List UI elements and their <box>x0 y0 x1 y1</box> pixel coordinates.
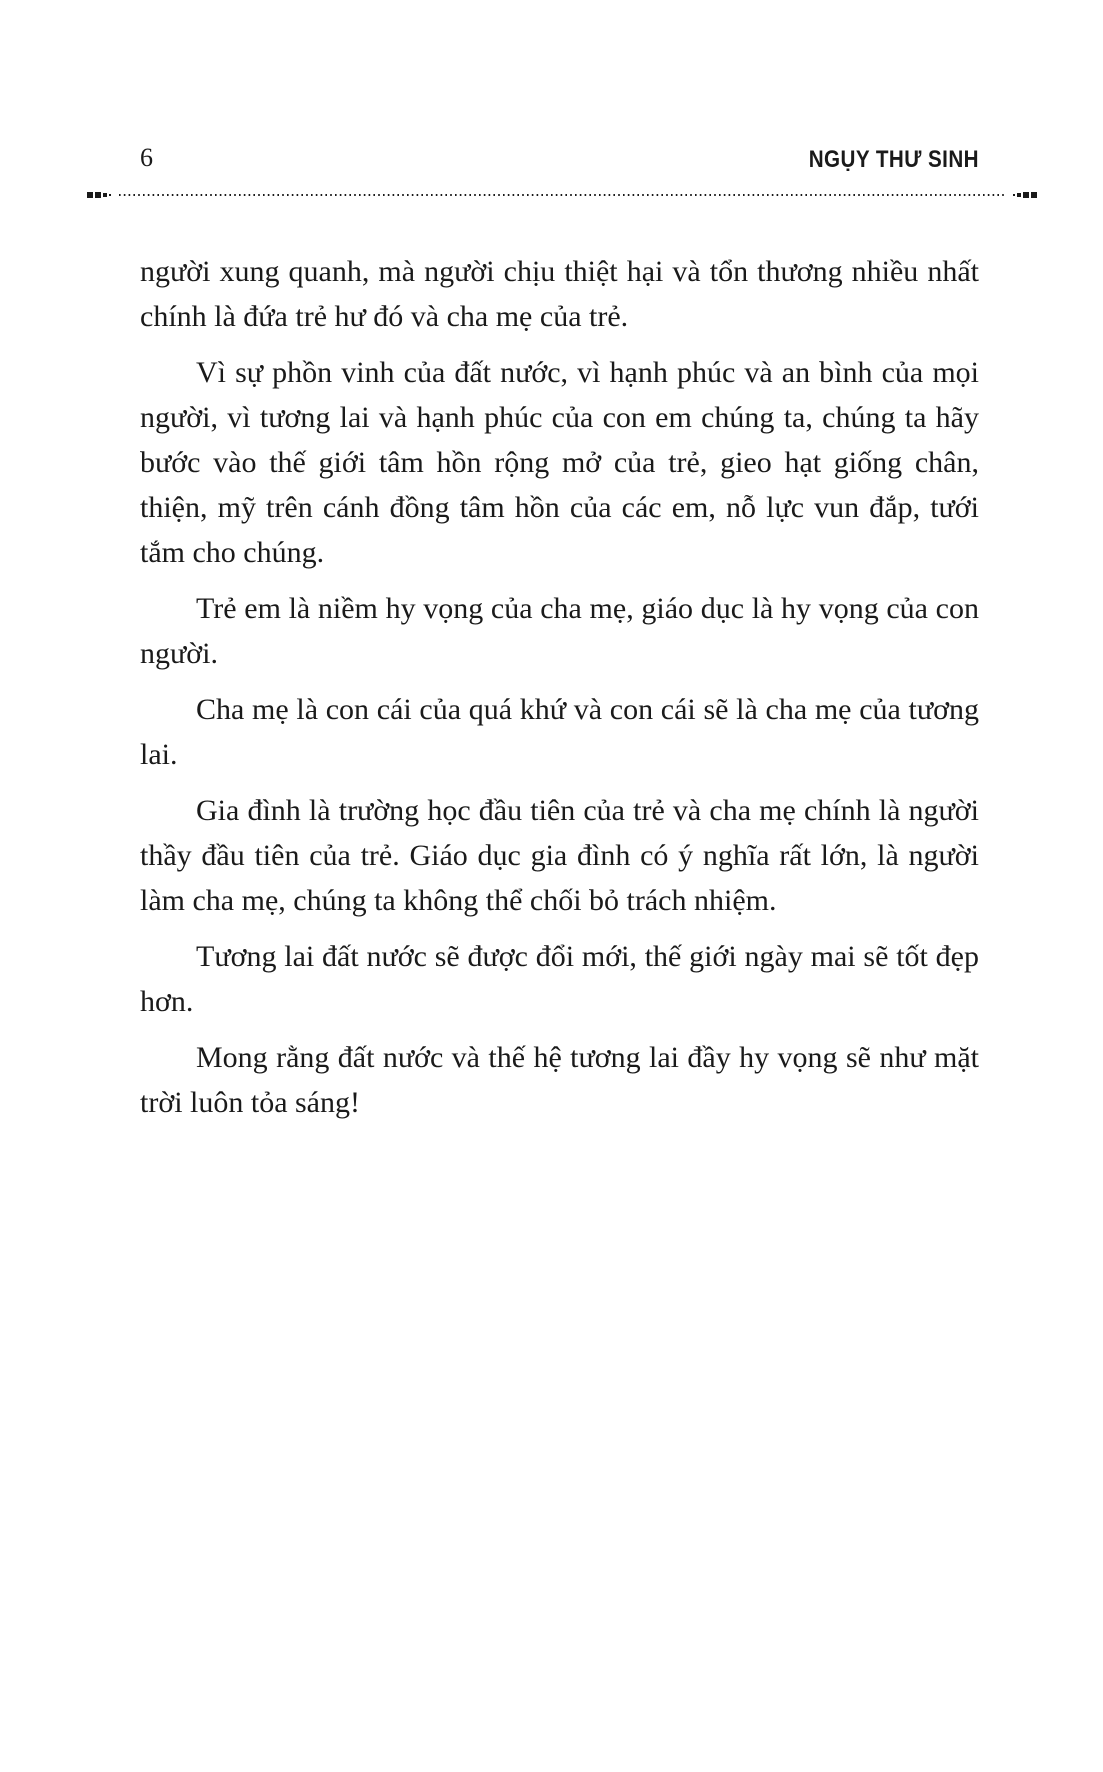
paragraph: Trẻ em là niềm hy vọng của cha mẹ, giáo dục là hy vọng của con người. <box>140 592 979 670</box>
paragraph: Cha mẹ là con cái của quá khứ và con cái sẽ là cha mẹ của tương lai. <box>140 693 979 771</box>
body-text <box>140 249 979 1136</box>
paragraph-continued: người xung quanh, mà người chịu thiệt hại và tổn thương nhiều nhất chính là đứa trẻ hư đó và cha mẹ của trẻ. <box>140 255 979 333</box>
page-number: 6 <box>140 143 153 172</box>
paragraph: Gia đình là trường học đầu tiên của trẻ và cha mẹ chính là người thầy đầu tiên của trẻ. Giáo dục gia đình có ý nghĩa rất lớn, là người làm cha mẹ, chúng ta không thể chối bỏ trách nhiệm. <box>140 794 979 917</box>
paragraph: Mong rằng đất nước và thế hệ tương lai đầy hy vọng sẽ như mặt trời luôn tỏa sáng! <box>140 1041 979 1119</box>
paragraph: Tương lai đất nước sẽ được đổi mới, thế giới ngày mai sẽ tốt đẹp hơn. <box>140 940 979 1018</box>
header-divider <box>87 190 1037 200</box>
paragraph: Vì sự phồn vinh của đất nước, vì hạnh phúc và an bình của mọi người, vì tương lai và hạnh phúc của con em chúng ta, chúng ta hãy bước vào thế giới tâm hồn rộng mở của trẻ, gieo hạt giống chân, thiện, mỹ trên cánh đồng tâm hồn của các em, nỗ lực vun đắp, tưới tắm cho chúng. <box>140 356 979 569</box>
running-title: NGỤY THƯ SINH <box>808 146 979 173</box>
